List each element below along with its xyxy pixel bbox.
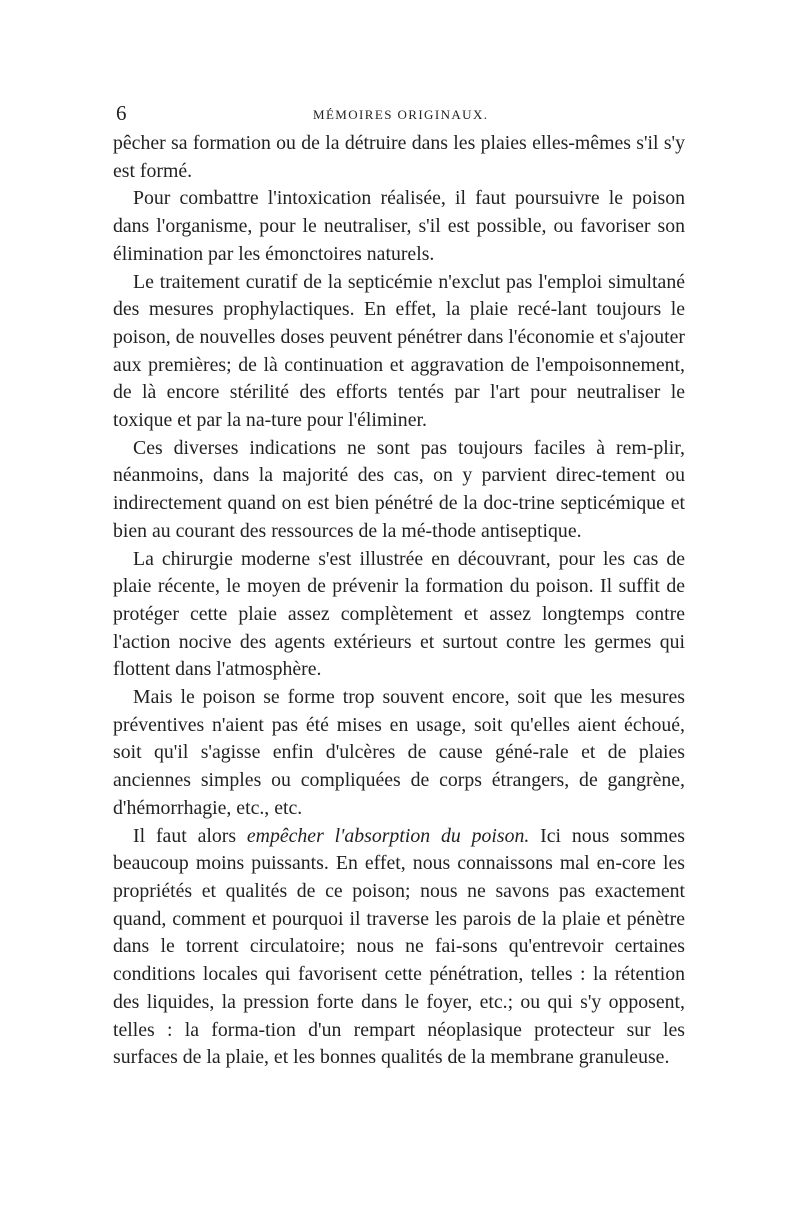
page-header [113,100,685,128]
paragraph-intoxication: Pour combattre l'intoxication réalisée, il faut poursuivre le poison dans l'organisme, pour le neutraliser, s'il est possible, ou favoriser son élimination par les émonctoires naturels. [113,187,685,265]
absorption-rest-text: Ici nous sommes beaucoup moins puissants. En effet, nous connaissons mal en-core les propriétés et qualités de ce poison; nous ne savons pas exactement quand, comment et pourquoi il traverse les parois de la plaie et pénètre dans le torrent circulatoire; nous ne fai-sons qu'entrevoir certaines conditions locales qui favorisent cette pénétration, telles : la rétention des liquides, la pression forte dans le foyer, etc.; ou qui s'y opposent, telles : la forma-tion d'un rempart néoplasique protecteur sur les surfaces de la plaie, et les bonnes qualités de la membrane granuleuse. [113,824,685,1069]
running-title: MÉMOIRES ORIGINAUX. [313,107,489,122]
paragraph-modern-surgery: La chirurgie moderne s'est illustrée en découvrant, pour les cas de plaie récente, le moyen de prévenir la formation du poison. Il suffit de protéger cette plaie assez complètement et assez longtemps contre l'action nocive des agents extérieurs et surtout contre les germes qui flottent dans l'atmosphère. [113,547,685,681]
body-text [113,130,685,1072]
absorption-intro-text: Il faut alors [133,824,247,847]
paragraph-curative-treatment: Le traitement curatif de la septicémie n'exclut pas l'emploi simultané des mesures prophylactiques. En effet, la plaie recé-lant toujours le poison, de nouvelles doses peuvent pénétrer dans l'économie et s'ajouter aux premières; de là continuation et aggravation de l'empoisonnement, de là encore stérilité des efforts tentés par l'art pour neutraliser le toxique et par la na-ture pour l'éliminer. [113,270,685,432]
paragraph-indications: Ces diverses indications ne sont pas toujours faciles à rem-plir, néanmoins, dans la majorité des cas, on y parvient direc-tement ou indirectement quand on est bien pénétré de la doc-trine septicémique et bien au courant des ressources de la mé-thode antiseptique. [113,436,685,542]
absorption-emphasis: empêcher l'absorption du poison. [246,824,530,847]
paragraph-prevent-absorption [113,823,685,1072]
paragraph-continuation: pêcher sa formation ou de la détruire dans les plaies elles-mêmes s'il s'y est formé. [113,132,685,182]
paragraph-poison-forms: Mais le poison se forme trop souvent encore, soit que les mesures préventives n'aient pas été mises en usage, soit qu'elles aient échoué, soit qu'il s'agisse enfin d'ulcères de cause géné-rale et de plaies anciennes simples ou compliquées de corps étrangers, de gangrène, d'hémorrhagie, etc., etc. [113,686,685,819]
page-number: 6 [116,101,127,125]
